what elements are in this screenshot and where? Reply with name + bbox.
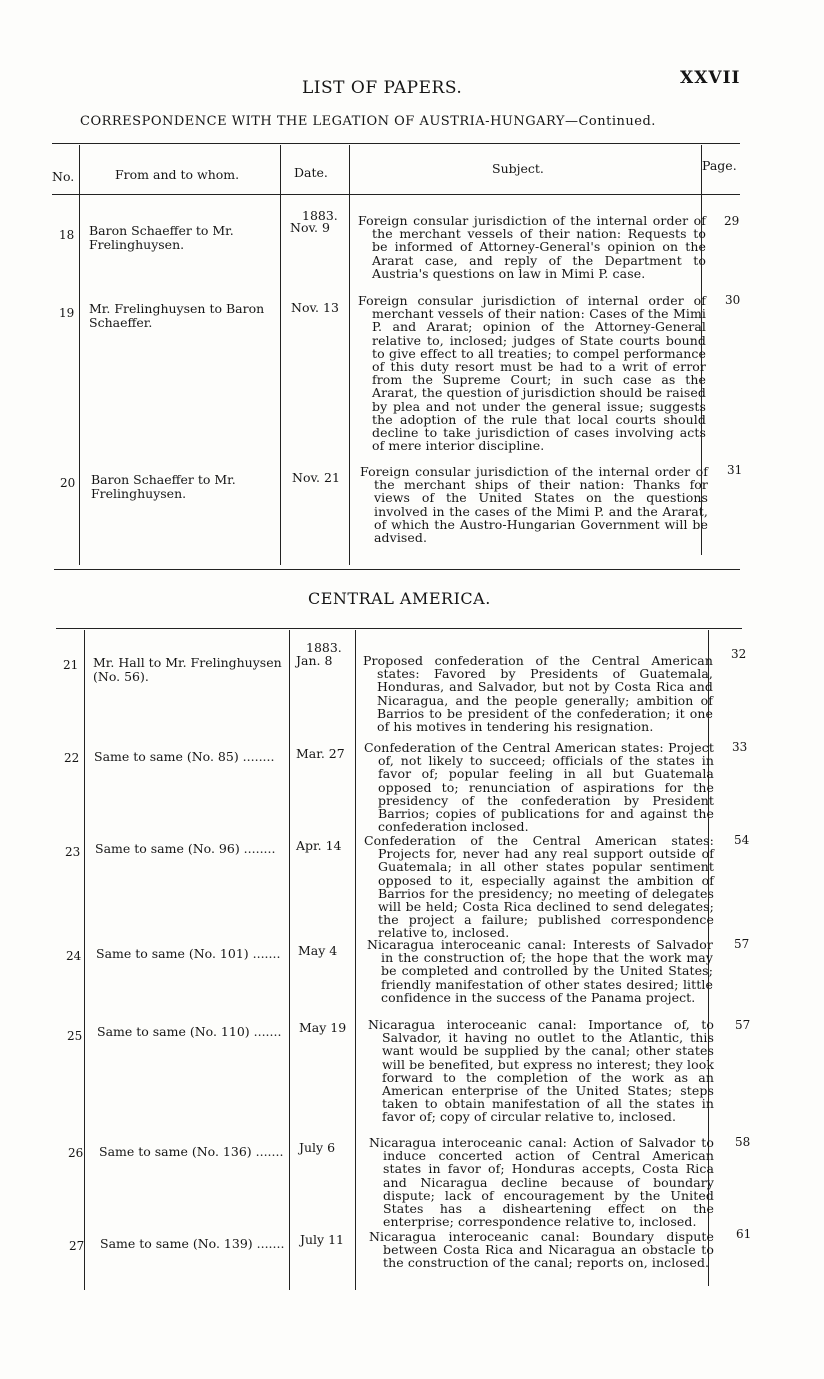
row-date: Nov. 9 xyxy=(290,220,330,235)
row-page: 58 xyxy=(735,1135,751,1149)
row-page: 30 xyxy=(725,293,741,307)
row-from: Same to same (No. 85) ........ xyxy=(94,749,275,764)
row-from: Baron Schaeffer to Mr. Frelinghuysen. xyxy=(89,223,234,252)
row-from: Baron Schaeffer to Mr. Frelinghuysen. xyxy=(91,472,236,501)
column-divider xyxy=(355,630,356,1290)
row-date: May 19 xyxy=(299,1020,347,1035)
row-number: 21 xyxy=(63,658,79,672)
row-number: 24 xyxy=(66,949,82,963)
section-title-austria-hungary: CORRESPONDENCE WITH THE LEGATION OF AUSTRIA-HUNGARY—Continued. xyxy=(80,114,656,129)
page-number: XXVII xyxy=(680,68,741,88)
row-date: Nov. 13 xyxy=(291,300,339,315)
row-year: 1883. xyxy=(302,208,338,223)
row-number: 22 xyxy=(64,751,80,765)
row-number: 23 xyxy=(65,845,81,859)
row-subject: Foreign consular jurisdiction of internal order of merchant vessels of their nation: Cases of the Mimi P. and Ararat; opinion of the Attorney-General relative to, inclosed; judges of State courts bound to give effect to all treaties; to compel performance of this duty resort must be had to a writ of error from the Supreme Court; in such case as the Ararat, the question of jurisdiction should be raised by plea and not under the general issue; suggests the adoption of the rule that local courts should decline to take jurisdiction of cases involving acts of mere interior discipline. xyxy=(358,293,706,454)
column-header-no: No. xyxy=(52,169,75,184)
column-header-subject: Subject. xyxy=(492,161,544,176)
row-page: 33 xyxy=(732,740,748,754)
table-top-rule xyxy=(52,143,740,144)
row-from: Same to same (No. 110) ....... xyxy=(97,1024,282,1039)
column-divider xyxy=(289,630,290,1290)
section-title-central-america: CENTRAL AMERICA. xyxy=(308,589,491,608)
row-date: Nov. 21 xyxy=(292,470,340,485)
table-top-rule xyxy=(56,628,742,629)
column-header-from: From and to whom. xyxy=(115,167,240,182)
row-page: 57 xyxy=(734,937,750,951)
row-from: Same to same (No. 101) ....... xyxy=(96,946,281,961)
table-header-rule xyxy=(52,194,740,195)
page-title: LIST OF PAPERS. xyxy=(302,78,463,98)
row-number: 25 xyxy=(67,1029,83,1043)
row-date: July 11 xyxy=(300,1232,345,1247)
row-number: 20 xyxy=(60,476,76,490)
table-bottom-rule xyxy=(54,569,740,570)
row-subject: Confederation of the Central American states: Project of, not likely to succeed; officials of the states in favor of; popular feeling in all but Guatemala opposed to; renunciation of aspirations for the presidency of the confederation by President Barrios; copies of publications for and against the confederation inclosed. xyxy=(364,740,714,835)
column-header-date: Date. xyxy=(294,165,328,180)
row-date: July 6 xyxy=(299,1140,336,1155)
row-from: Mr. Frelinghuysen to Baron Schaeffer. xyxy=(89,301,265,330)
row-date: May 4 xyxy=(298,943,338,958)
column-divider xyxy=(79,145,80,565)
row-subject: Nicaragua interoceanic canal: Interests of Salvador in the construction of; the hope that the work may be completed and controlled by the United States; friendly manifestation of other states desired; little confidence in the success of the Panama project. xyxy=(367,937,713,1005)
row-subject: Confederation of the Central American states: Projects for, never had any real support outside of Guatemala; in all other states popular sentiment opposed to it, especially against the ambition of Barrios for the presidency; no meeting of delegates will be held; Costa Rica declined to send delegates; the project a failure; published correspondence relative to, inclosed. xyxy=(364,833,714,941)
row-subject: Nicaragua interoceanic canal: Importance of, to Salvador, it having no outlet to the Atlantic, this want would be supplied by the canal; other states will be benefited, but express no interest; they look forward to the completion of the work as an American enterprise of the United States; steps taken to obtain manifestation of all the states in favor of; copy of circular relative to, inclosed. xyxy=(368,1017,714,1125)
row-subject: Nicaragua interoceanic canal: Boundary dispute between Costa Rica and Nicaragua an obstacle to the construction of the canal; reports on, inclosed. xyxy=(369,1229,714,1271)
row-page: 61 xyxy=(736,1227,752,1241)
row-from: Same to same (No. 96) ........ xyxy=(95,841,276,856)
row-subject: Nicaragua interoceanic canal: Action of Salvador to induce concerted action of Central American states in favor of; Honduras accepts, Costa Rica and Nicaragua decline because of boundary dispute; lack of encouragement by the United States has a disheartening effect on the enterprise; correspondence relative to, inclosed. xyxy=(369,1135,714,1230)
row-number: 19 xyxy=(59,306,75,320)
column-divider xyxy=(84,630,85,1290)
row-subject: Proposed confederation of the Central American states: Favored by Presidents of Guatemala, Honduras, and Salvador, but not by Costa Rica and Nicaragua, and the people generally; ambition of Barrios to be president of the confederation; it one of his motives in tendering his resignation. xyxy=(363,653,713,735)
row-year: 1883. xyxy=(306,640,342,655)
row-date: Mar. 27 xyxy=(296,746,345,761)
row-page: 54 xyxy=(734,833,750,847)
row-from: Same to same (No. 136) ....... xyxy=(99,1144,284,1159)
row-page: 57 xyxy=(735,1018,751,1032)
row-number: 27 xyxy=(69,1239,85,1253)
row-subject: Foreign consular jurisdiction of the internal order of the merchant ships of their nation: Thanks for views of the United States on the questions involved in the cases of the Mimi P. and the Ararat, of which the Austro-Hungarian Government will be advised. xyxy=(360,464,708,546)
row-date: Apr. 14 xyxy=(296,838,342,853)
row-page: 29 xyxy=(724,214,740,228)
row-subject: Foreign consular jurisdiction of the internal order of the merchant vessels of their nation: Requests to be informed of Attorney-General's opinion on the Ararat case, and reply of the Department to Austria's questions on law in Mimi P. case. xyxy=(358,213,706,281)
row-page: 31 xyxy=(727,463,743,477)
row-from: Same to same (No. 139) ....... xyxy=(100,1236,285,1251)
row-number: 18 xyxy=(59,228,75,242)
column-header-page: Page. xyxy=(702,158,737,173)
row-from: Mr. Hall to Mr. Frelinghuysen (No. 56). xyxy=(93,655,282,684)
row-number: 26 xyxy=(68,1146,84,1160)
row-page: 32 xyxy=(731,647,747,661)
row-date: Jan. 8 xyxy=(296,653,333,668)
column-divider xyxy=(349,145,350,565)
column-divider xyxy=(280,145,281,565)
